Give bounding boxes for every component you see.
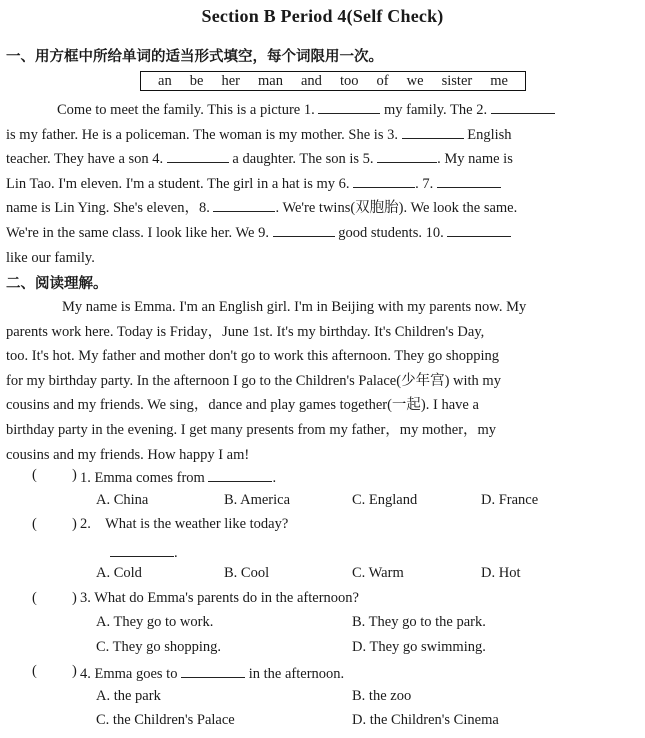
word-box-item: sister (441, 72, 473, 89)
question-1: 1. Emma comes from . (80, 467, 276, 487)
option-3d[interactable]: D. They go swimming. (352, 639, 486, 655)
answer-paren-open: ( (32, 516, 37, 532)
cloze-line-5 (6, 196, 638, 221)
option-4c[interactable]: C. the Children's Palace (96, 712, 235, 728)
option-1c[interactable]: C. England (352, 492, 418, 508)
passage-line: birthday party in the evening. I get many presents from my father，my mother，my (6, 422, 497, 438)
section1-heading: 一、用方框中所给单词的适当形式填空，每个词限用一次。 (6, 49, 383, 65)
blank-q4[interactable] (181, 663, 245, 678)
word-box-item: we (406, 72, 424, 89)
question-2-answer-line: . (110, 542, 178, 562)
option-3c[interactable]: C. They go shopping. (96, 639, 221, 655)
answer-paren-close: ) (72, 663, 77, 679)
cloze-text: a daughter. The son is 5. (228, 151, 374, 168)
answer-paren-close: ) (72, 516, 77, 532)
word-box-item: of (376, 72, 389, 89)
option-4a[interactable]: A. the park (96, 688, 161, 704)
blank-7[interactable] (437, 173, 501, 188)
cloze-text: . My name is (437, 151, 513, 168)
option-3a[interactable]: A. They go to work. (96, 614, 214, 630)
word-box-item: be (189, 72, 204, 89)
cloze-text: is my father. He is a policeman. The woman is my mother. She is 3. (6, 126, 398, 143)
word-box-item: her (221, 72, 240, 89)
word-box-item: too (339, 72, 359, 89)
passage-line: parents work here. Today is Friday，June 1st. It's my birthday. It's Children's Day, (6, 323, 485, 340)
blank-2[interactable] (491, 99, 555, 114)
option-1b[interactable]: B. America (224, 492, 291, 508)
word-box-item: man (258, 72, 283, 89)
blank-8[interactable] (213, 197, 275, 212)
option-3b[interactable]: B. They go to the park. (352, 614, 486, 630)
blank-6[interactable] (353, 173, 415, 188)
cloze-text: Lin Tao. I'm eleven. I'm a student. The girl in a hat is my 6. (6, 175, 350, 192)
option-2b[interactable]: B. Cool (224, 565, 270, 581)
word-box-item: an (158, 72, 172, 89)
cloze-text: English (463, 126, 512, 143)
cloze-line-6 (6, 221, 638, 246)
cloze-text: teacher. They have a son 4. (6, 151, 164, 168)
question-3: 3. What do Emma's parents do in the afternoon? (80, 590, 359, 606)
option-4b[interactable]: B. the zoo (352, 688, 412, 704)
answer-paren-open: ( (32, 467, 37, 483)
blank-9[interactable] (273, 222, 335, 237)
section2-heading: 二、阅读理解。 (6, 276, 108, 292)
option-2a[interactable]: A. Cold (96, 565, 142, 581)
cloze-text: like our family. (6, 249, 95, 266)
passage-line: for my birthday party. In the afternoon I go to the Children's Palace(少年宫) with my (6, 372, 501, 389)
answer-paren-close: ) (72, 590, 77, 606)
cloze-text: . We're twins(双胞胎). We look the same. (275, 200, 518, 217)
question-2: 2. What is the weather like today? (80, 516, 289, 532)
question-4: 4. Emma goes to in the afternoon. (80, 663, 344, 683)
cloze-line-2 (6, 123, 638, 148)
word-box (140, 71, 526, 91)
option-1d[interactable]: D. France (481, 492, 539, 508)
cloze-line-7 (6, 246, 638, 271)
passage-line: My name is Emma. I'm an English girl. I'm in Beijing with my parents now. My (62, 299, 527, 315)
answer-paren-open: ( (32, 663, 37, 679)
cloze-text: my family. The 2. (380, 102, 488, 118)
answer-paren-close: ) (72, 467, 77, 483)
blank-1[interactable] (318, 99, 380, 114)
page-title: Section B Period 4(Self Check) (201, 6, 444, 26)
cloze-line-1 (6, 98, 638, 123)
option-2c[interactable]: C. Warm (352, 565, 404, 581)
word-box-item: and (301, 72, 322, 89)
passage-line: too. It's hot. My father and mother don't go to work this afternoon. They go shopping (6, 348, 500, 365)
blank-10[interactable] (447, 222, 511, 237)
cloze-text: Come to meet the family. This is a picture 1. (57, 102, 315, 118)
option-4d[interactable]: D. the Children's Cinema (352, 712, 499, 728)
cloze-text: We're in the same class. I look like her. We 9. (6, 225, 269, 241)
blank-3[interactable] (402, 124, 464, 139)
answer-paren-open: ( (32, 590, 37, 606)
cloze-text: name is Lin Ying. She's eleven，8. (6, 200, 210, 217)
passage-line: cousins and my friends. We sing，dance and play games together(一起). I have a (6, 397, 479, 414)
cloze-line-4 (6, 172, 638, 197)
cloze-text: good students. 10. (334, 225, 444, 241)
blank-q1[interactable] (208, 467, 272, 482)
option-1a[interactable]: A. China (96, 492, 149, 508)
blank-5[interactable] (377, 148, 437, 163)
option-2d[interactable]: D. Hot (481, 565, 521, 581)
passage-line: cousins and my friends. How happy I am! (6, 446, 250, 463)
cloze-line-3 (6, 147, 638, 172)
blank-4[interactable] (167, 148, 229, 163)
word-box-item: me (490, 72, 508, 89)
blank-q2[interactable] (110, 542, 174, 557)
cloze-text: . 7. (415, 175, 434, 192)
